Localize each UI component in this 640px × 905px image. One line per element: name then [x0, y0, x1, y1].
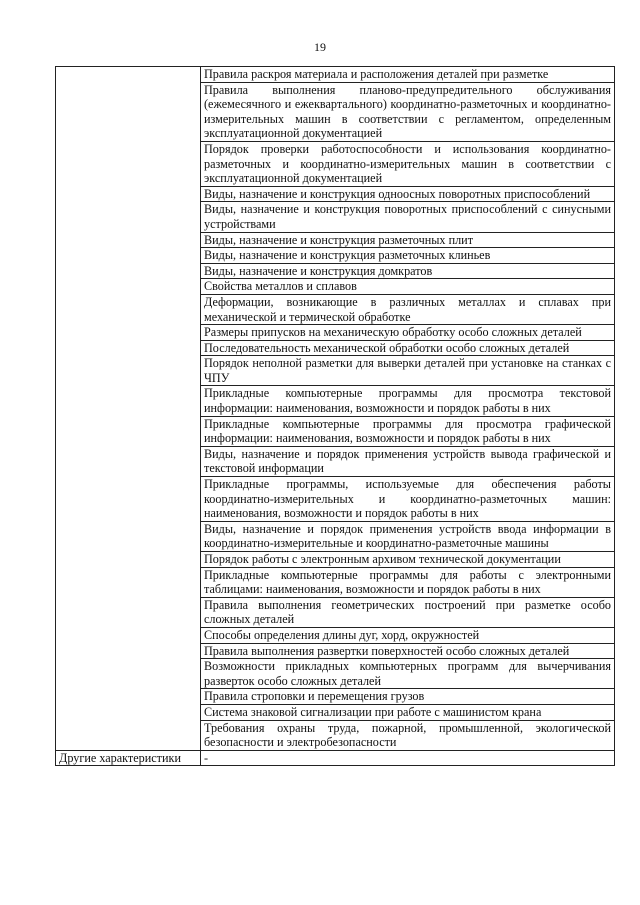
- table-row: [56, 67, 615, 83]
- knowledge-item: Виды, назначение и конструкция разметочных клиньев: [201, 248, 615, 264]
- knowledge-item: Деформации, возникающие в различных металлах и сплавах при механической и термической обработке: [201, 294, 615, 324]
- knowledge-table-body: [56, 67, 615, 766]
- knowledge-item: Правила выполнения планово-предупредительного обслуживания (ежемесячного и ежеквартального) координатно-разметочных и координатно-измерительных машин в соответствии с регламентом, определенным эксплуатационной документацией: [201, 82, 615, 141]
- section-label-cell: [56, 67, 201, 751]
- knowledge-item: Последовательность механической обработки особо сложных деталей: [201, 340, 615, 356]
- knowledge-item: Прикладные программы, используемые для обеспечения работы координатно-измерительных и координатно-разметочных машин: наименования, возможности и порядок работы в них: [201, 477, 615, 522]
- knowledge-item: Виды, назначение и порядок применения устройств ввода информации в координатно-измерительные и координатно-разметочные машины: [201, 521, 615, 551]
- page-number: 19: [314, 40, 326, 54]
- knowledge-item: Прикладные компьютерные программы для работы с электронными таблицами: наименования, возможности и порядок работы в них: [201, 567, 615, 597]
- knowledge-item: Правила выполнения развертки поверхностей особо сложных деталей: [201, 643, 615, 659]
- knowledge-item: Виды, назначение и конструкция домкратов: [201, 263, 615, 279]
- knowledge-item: Прикладные компьютерные программы для просмотра текстовой информации: наименования, возможности и порядок работы в них: [201, 386, 615, 416]
- other-characteristics-label: Другие характеристики: [56, 750, 201, 766]
- knowledge-item: Свойства металлов и сплавов: [201, 279, 615, 295]
- other-characteristics-row: [56, 750, 615, 766]
- knowledge-item: Порядок неполной разметки для выверки деталей при установке на станках с ЧПУ: [201, 356, 615, 386]
- knowledge-item: Размеры припусков на механическую обработку особо сложных деталей: [201, 325, 615, 341]
- knowledge-item: Виды, назначение и конструкция поворотных приспособлений с синусными устройствами: [201, 202, 615, 232]
- knowledge-item: Виды, назначение и конструкция разметочных плит: [201, 232, 615, 248]
- knowledge-item: Виды, назначение и конструкция одноосных поворотных приспособлений: [201, 186, 615, 202]
- knowledge-item: Правила строповки и перемещения грузов: [201, 689, 615, 705]
- knowledge-item: Порядок работы с электронным архивом технической документации: [201, 552, 615, 568]
- knowledge-item: Возможности прикладных компьютерных программ для вычерчивания разверток особо сложных деталей: [201, 659, 615, 689]
- knowledge-table: [55, 66, 615, 766]
- knowledge-item: Виды, назначение и порядок применения устройств вывода графической и текстовой информации: [201, 446, 615, 476]
- knowledge-item: Правила раскроя материала и расположения деталей при разметке: [201, 67, 615, 83]
- other-characteristics-value: -: [201, 750, 615, 766]
- knowledge-item: Прикладные компьютерные программы для просмотра графической информации: наименования, возможности и порядок работы в них: [201, 416, 615, 446]
- knowledge-item: Правила выполнения геометрических построений при разметке особо сложных деталей: [201, 597, 615, 627]
- knowledge-item: Порядок проверки работоспособности и использования координатно-разметочных и координатно-измерительных машин в соответствии с эксплуатационной документацией: [201, 141, 615, 186]
- knowledge-item: Требования охраны труда, пожарной, промышленной, экологической безопасности и электробезопасности: [201, 720, 615, 750]
- knowledge-item: Система знаковой сигнализации при работе с машинистом крана: [201, 704, 615, 720]
- knowledge-item: Способы определения длины дуг, хорд, окружностей: [201, 627, 615, 643]
